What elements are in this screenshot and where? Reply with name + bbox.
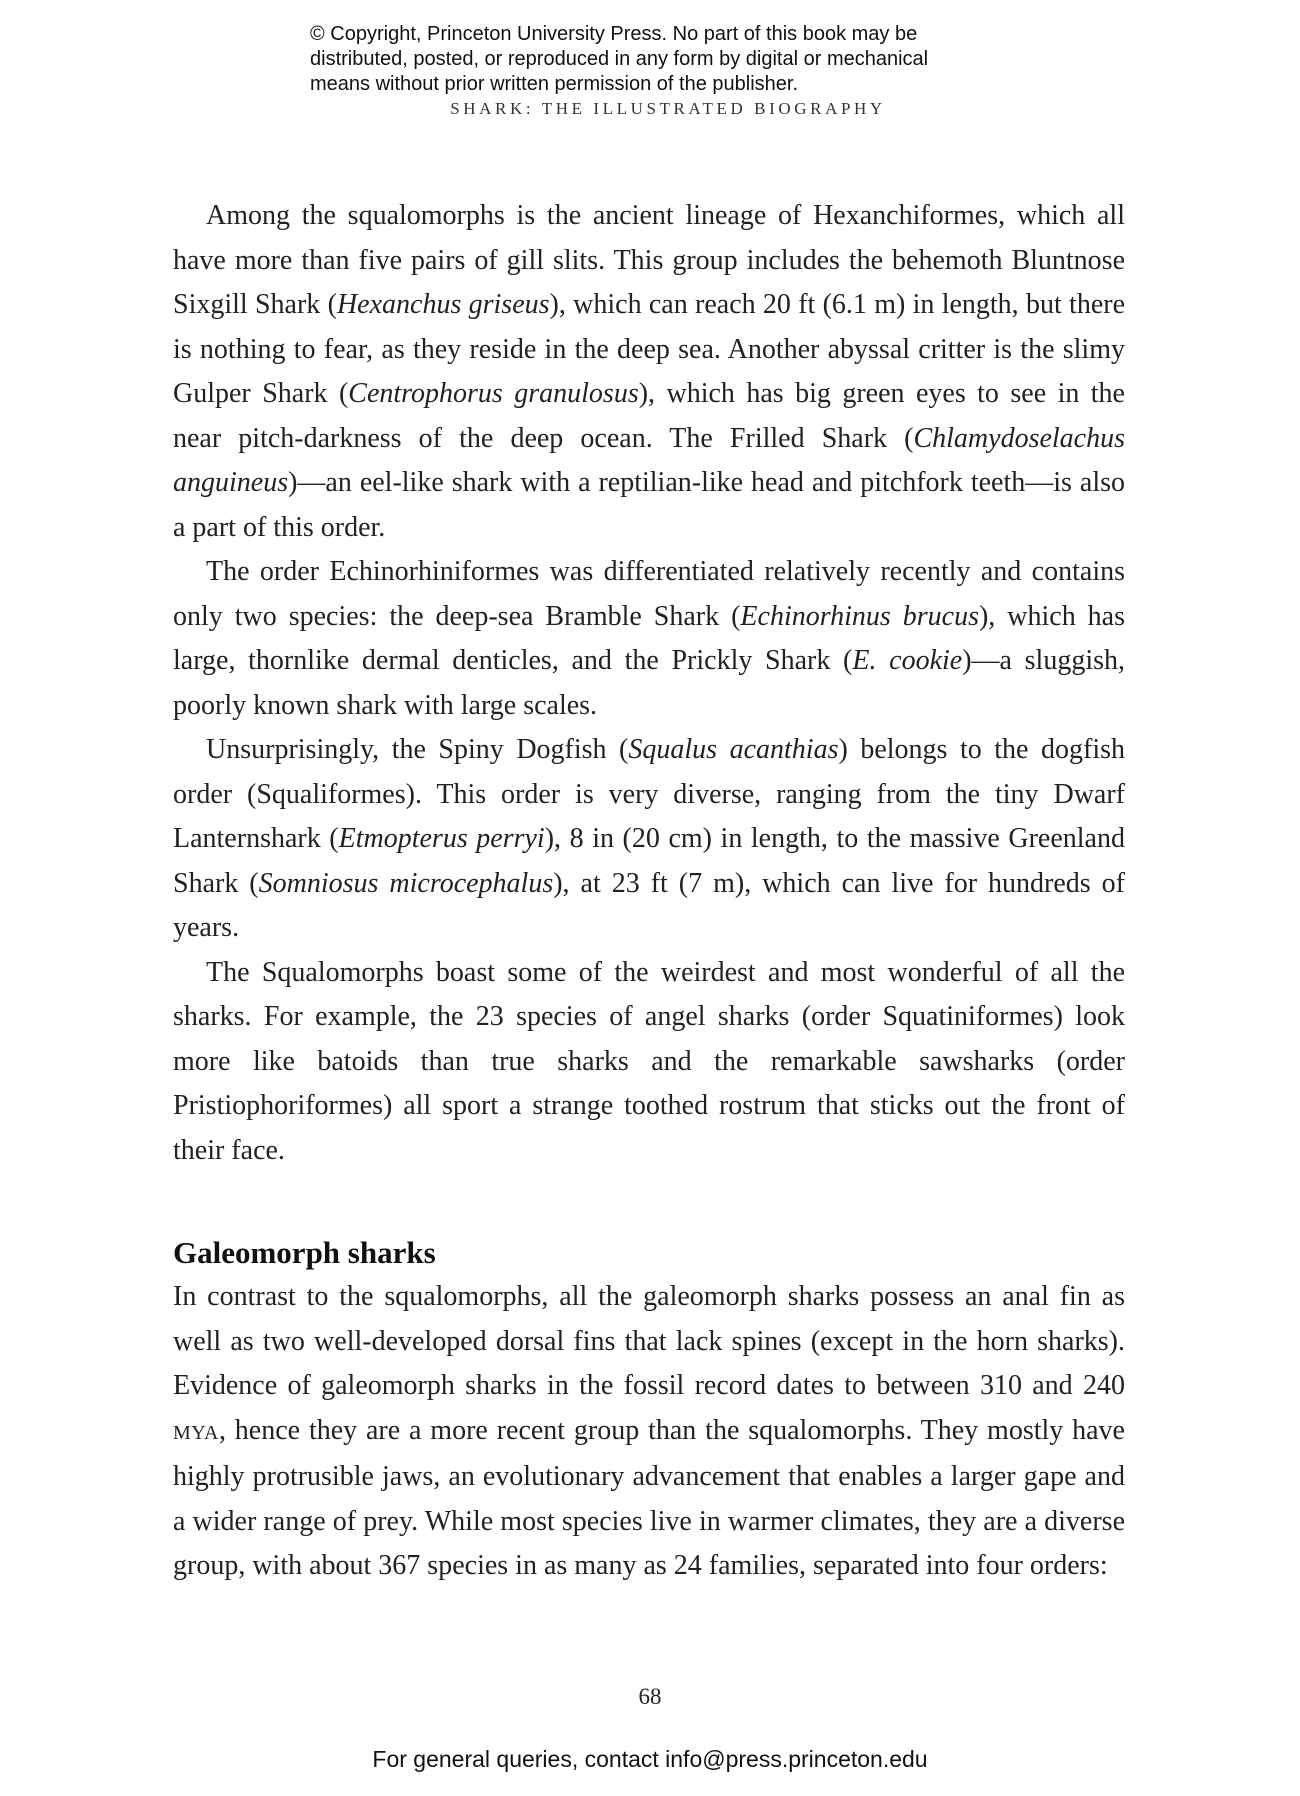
- text-run: ), which can reach 20 ft (6.1 m) in length, but there is nothing to fear, as they reside in the deep sea. Another abyssal critter is the slimy Gulper Shark (: [173, 289, 1126, 409]
- body-text: [173, 194, 1125, 1589]
- text-run: ), at 23 ft (7 m), which can live for hundreds of years.: [173, 867, 1126, 943]
- species-name: Etmopterus perryi: [338, 823, 545, 854]
- paragraph: [173, 951, 1125, 1174]
- copyright-notice: [310, 22, 1030, 97]
- section-heading: Galeomorph sharks: [173, 1235, 436, 1270]
- species-name: Chlamydoselachus anguineus: [173, 422, 1125, 498]
- copyright-line: © Copyright, Princeton University Press. No part of this book may be: [310, 23, 918, 45]
- footer-contact: For general queries, contact info@press.princeton.edu: [372, 1746, 928, 1772]
- running-head: SHARK: THE ILLUSTRATED BIOGRAPHY: [450, 99, 886, 118]
- copyright-line: means without prior written permission of the publisher.: [310, 73, 799, 95]
- text-run: ), 8 in (20 cm) in length, to the massive Greenland Shark (: [173, 823, 1125, 899]
- text-run: , hence they are a more recent group than the squalomorphs. They mostly have highly protrusible jaws, an evolutionary advancement that enables a larger gape and a wider range of prey. While most species live in warmer climates, they are a diverse group, with about 367 species in as many as 24 families, separated into four orders:: [173, 1414, 1125, 1581]
- species-name: Squalus acanthias: [628, 734, 839, 765]
- paragraph: [173, 194, 1125, 550]
- text-run: ), which has big green eyes to see in the near pitch-darkness of the deep ocean. The Frilled Shark (: [173, 378, 1125, 454]
- page-number: 68: [638, 1684, 662, 1709]
- abbreviation: MYA: [173, 1421, 219, 1444]
- species-name: Echinorhinus brucus: [740, 600, 979, 632]
- paragraph: [173, 550, 1125, 728]
- species-name: Centrophorus granulosus: [348, 378, 639, 409]
- text-run: ), which has large, thornlike dermal denticles, and the Prickly Shark (: [173, 600, 1125, 676]
- text-run: In contrast to the squalomorphs, all the galeomorph sharks possess an anal fin as well as two well-developed dorsal fins that lack spines (except in the horn sharks). Evidence of galeomorph sharks in the fossil record dates to between 310 and 240: [173, 1281, 1125, 1401]
- species-name: Somniosus microcephalus: [258, 867, 554, 899]
- text-run: Among the squalomorphs is the ancient lineage of Hexanchiformes, which all have more than five pairs of gill slits. This group includes the behemoth Bluntnose Sixgill Shark (: [173, 200, 1125, 320]
- text-run: )—a sluggish, poorly known shark with large scales.: [173, 645, 1125, 721]
- text-run: The Squalomorphs boast some of the weirdest and most wonderful of all the sharks. For example, the 23 species of angel sharks (order Squatiniformes) look more like batoids than true sharks and the remarkable sawsharks (order Pristiophoriformes) all sport a strange toothed rostrum that sticks out the front of their face.: [173, 956, 1125, 1166]
- copyright-line: distributed, posted, or reproduced in any form by digital or mechanical: [310, 48, 929, 70]
- text-run: ) belongs to the dogfish order (Squaliformes). This order is very diverse, ranging from the tiny Dwarf Lanternshark (: [173, 734, 1125, 854]
- text-run: )—an eel-like shark with a reptilian-like head and pitchfork teeth—is also a part of this order.: [173, 467, 1125, 543]
- species-name: Hexanchus griseus: [336, 289, 550, 320]
- text-run: Unsurprisingly, the Spiny Dogfish (: [206, 734, 629, 765]
- text-run: The order Echinorhiniformes was differentiated relatively recently and contains only two species: the deep-sea Bramble Shark (: [173, 556, 1125, 632]
- paragraph: [173, 728, 1125, 951]
- paragraph: [173, 1275, 1125, 1589]
- species-name: E. cookie: [852, 645, 963, 676]
